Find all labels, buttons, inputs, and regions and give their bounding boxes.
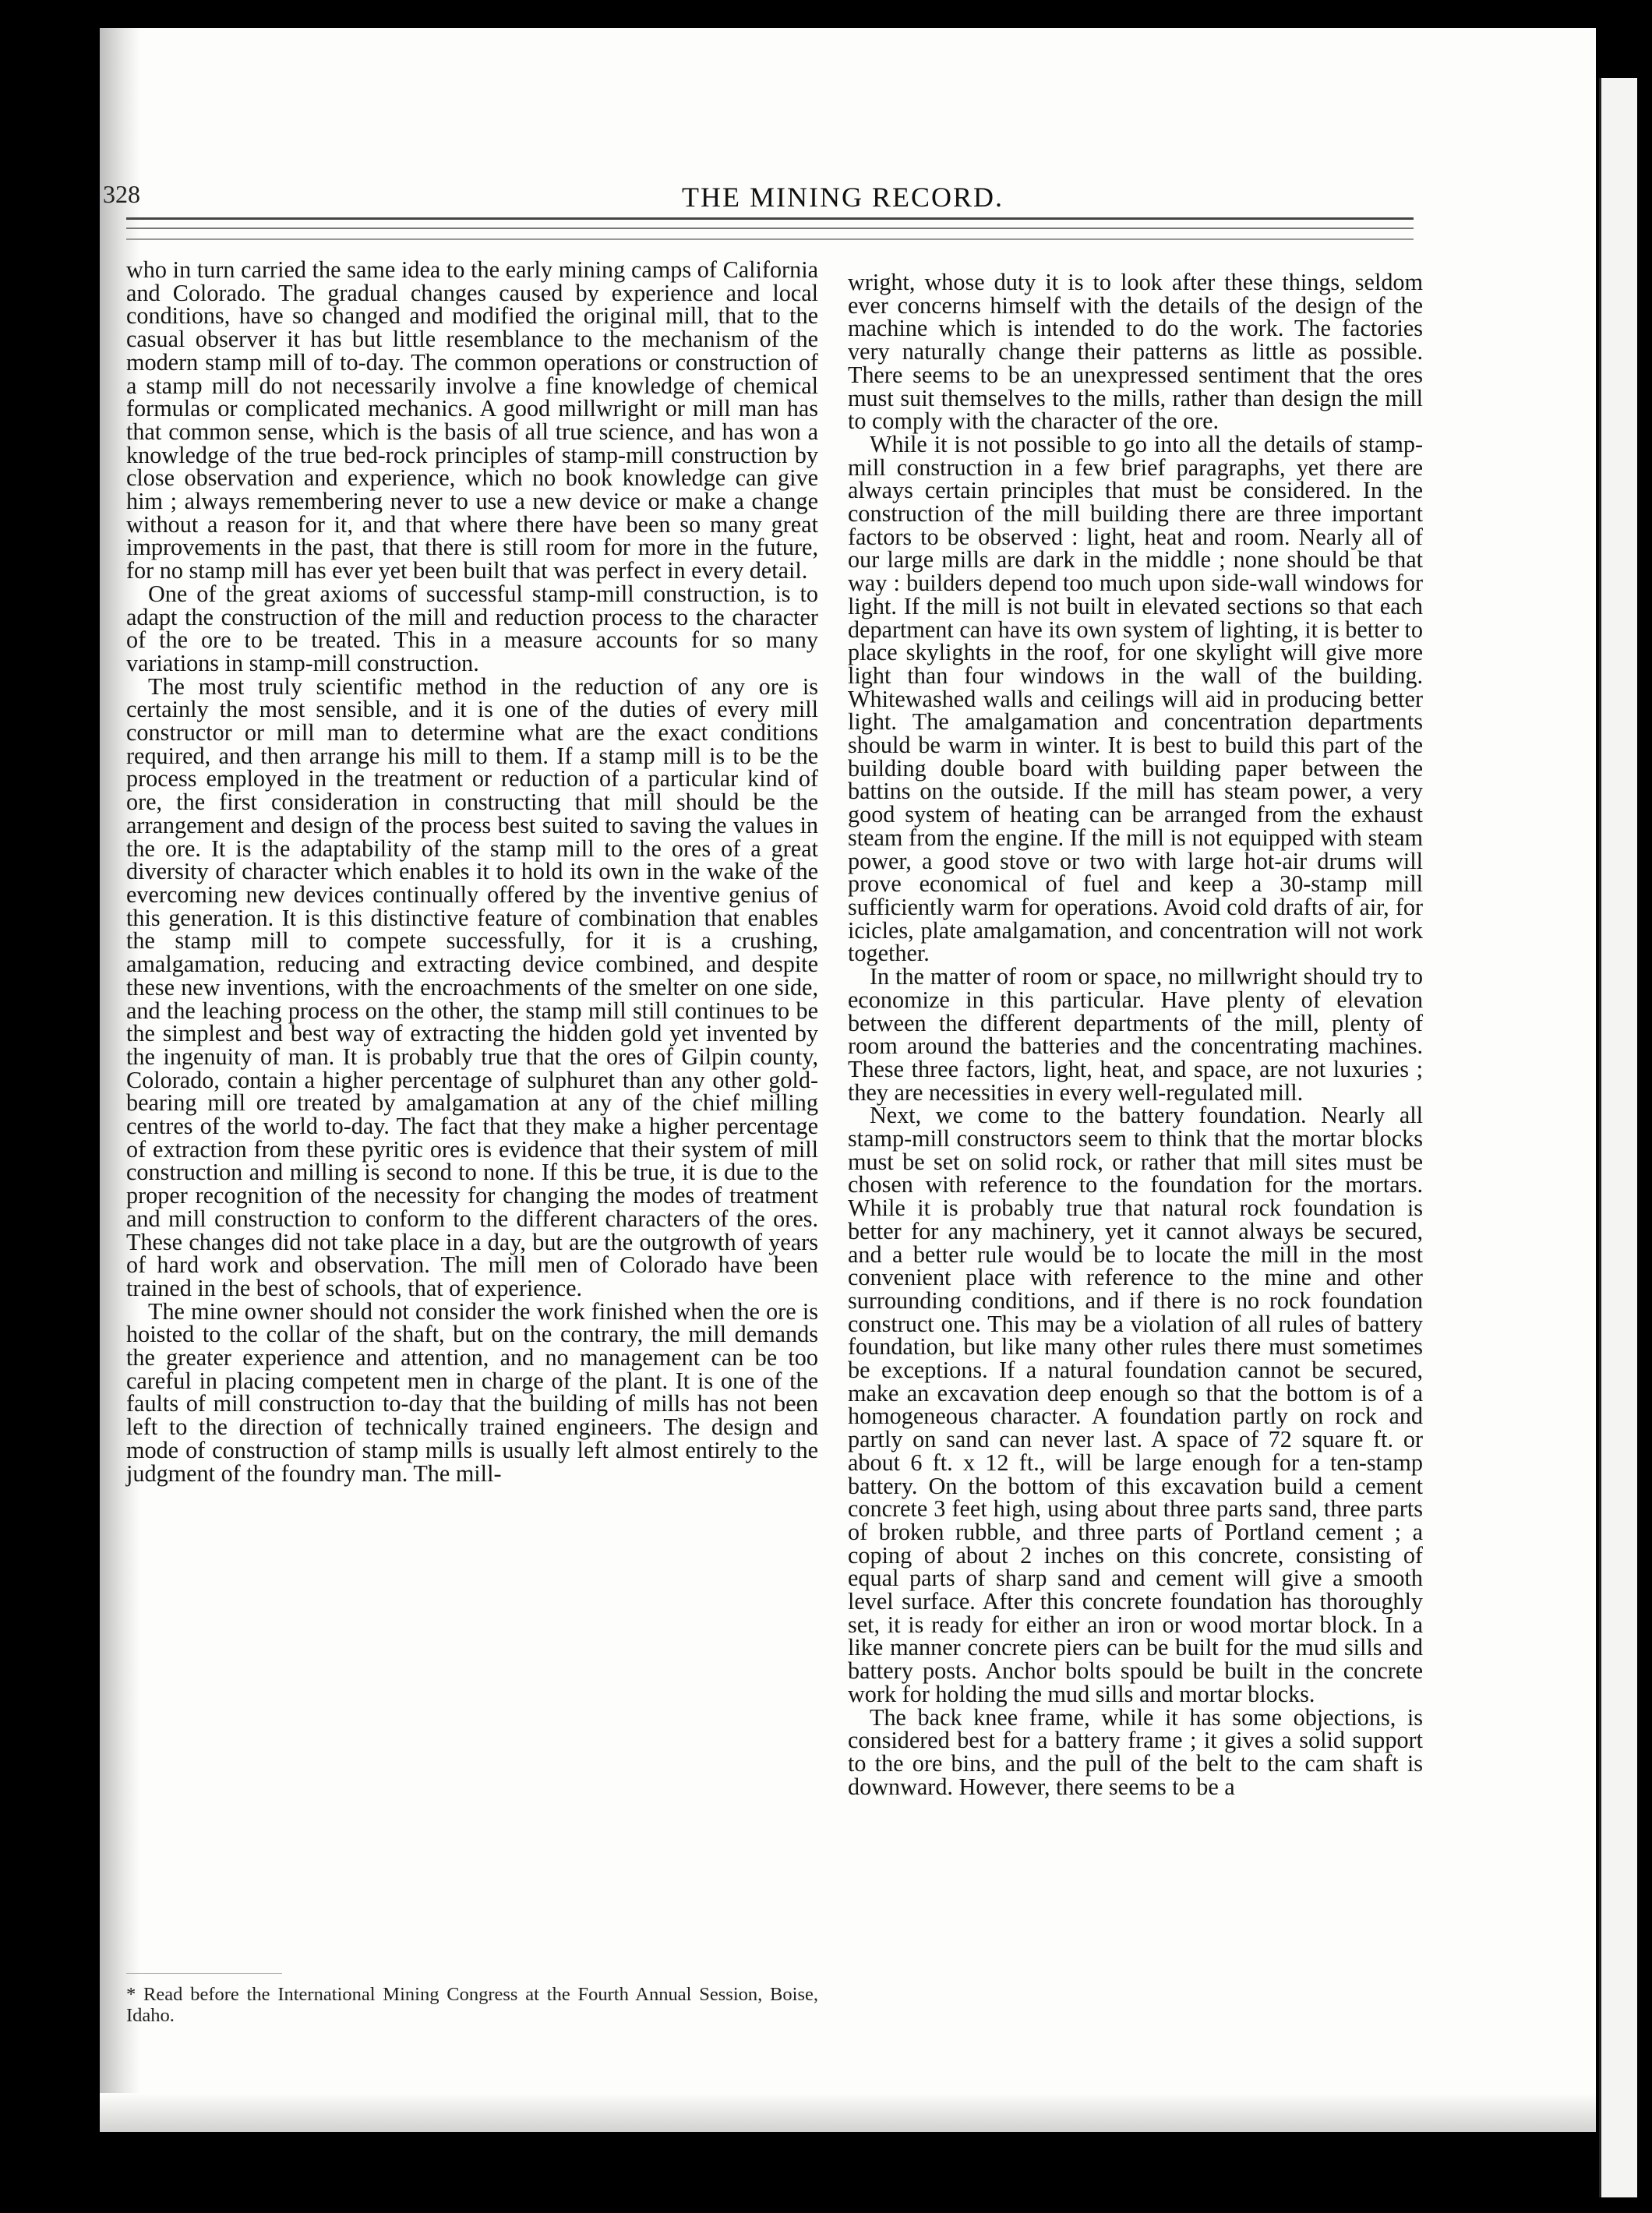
paragraph: The mine owner should not consider the work finished when the ore is hoisted to the collar of the shaft, but on the contrary, the mill demands the greater experience and attention, and no management can be too careful in placing competent men in charge of the plant. It is one of the faults of mill construction to-day that the building of mills has not been left to the direction of technically trained engineers. The design and mode of construction of stamp mills is usually left almost entirely to the judgment of the foundry man. The mill- — [126, 1297, 818, 1487]
footnote: * Read before the International Mining Congress at the Fourth Annual Session, Boise, Idaho. — [126, 1984, 818, 2026]
paragraph: While it is not possible to go into all the details of stamp-mill construction in a few brief paragraphs, yet there are always certain principles that must be considered. In the construction of the mill building there are three important factors to be observed : light, heat and room. Nearly all of our large mills are dark in the middle ; none should be that way : builders depend too much upon side-wall windows for light. If the mill is not built in elevated sections so that each department can have its own system of lighting, it is better to place skylights in the roof, for one skylight will give more light than four windows in the wall of the building. Whitewashed walls and ceilings will aid in producing better light. The amalgamation and concentration departments should be warm in winter. It is best to build this part of the building double board with building paper between the battins on the outside. If the mill has steam power, a very good system of heating can be arranged from the exhaust steam from the engine. If the mill is not equipped with steam power, a good stove or two with large hot-air drums will prove economical of fuel and keep a 30-stamp mill sufficiently warm for operations. Avoid cold drafts of air, for icicles, plate amalgamation, and concentration will not work together. — [848, 430, 1423, 967]
header-rule — [126, 238, 1414, 240]
paragraph: The back knee frame, while it has some objections, is considered best for a battery frame ; it gives a solid support to the ore bins, and the pull of the belt to the cam shaft is downward. However, there seems to be a — [848, 1703, 1423, 1800]
paragraph: wright, whose duty it is to look after these things, seldom ever concerns himself with the details of the design of the machine which is intended to do the work. The factories very naturally change their patterns as little as possible. There seems to be an unexpressed sentiment that the ores must suit themselves to the mills, rather than design the mill to comply with the character of the ore. — [848, 269, 1423, 435]
footnote-rule — [126, 1973, 282, 1974]
right-column — [848, 271, 1423, 1798]
journal-title: THE MINING RECORD. — [682, 182, 1004, 213]
page-number: 328 — [103, 180, 140, 208]
paragraph: Next, we come to the battery foundation. Nearly all stamp-mill constructors seem to think that the mortar blocks must be set on solid rock, or rather that mill sites must be chosen with reference to the foundation for the mortars. While it is probably true that natural rock foundation is better for any machinery, yet it cannot always be secured, and a better rule would be to locate the mill in the most convenient place with reference to the mine and other surrounding conditions, and if there is no rock foundation construct one. This may be a violation of all rules of battery foundation, but like many other rules there must sometimes be exceptions. If a natural foundation cannot be secured, make an excavation deep enough so that the bottom is of a homogeneous character. A foundation partly on rock and partly on sand can never last. A space of 72 square ft. or about 6 ft. x 12 ft., will be large enough for a ten-stamp battery. On the bottom of this excavation build a cement concrete 3 feet high, using about three parts sand, three parts of broken rubble, and three parts of Portland cement ; a coping of about 2 inches on this concrete, consisting of equal parts of sharp sand and cement will give a smooth level surface. After this concrete foundation has thoroughly set, it is ready for either an iron or wood mortar block. In a like manner concrete piers can be built for the mud sills and battery posts. Anchor bolts spould be built in the concrete work for holding the mud sills and mortar blocks. — [848, 1102, 1423, 1707]
header-rule — [126, 228, 1414, 229]
paragraph: One of the great axioms of successful stamp-mill construction, is to adapt the construction of the mill and reduction process to the character of the ore to be treated. This in a measure accounts for so many variations in stamp-mill construction. — [126, 580, 818, 676]
left-column — [126, 256, 818, 1487]
paragraph: who in turn carried the same idea to the early mining camps of California and Colorado. The gradual changes caused by experience and local conditions, have so changed and modified the original mill, that to the casual observer it has but little resemblance to the mechanism of the modern stamp mill of to-day. The common operations or construction of a stamp mill do not necessarily involve a fine knowledge of chemical formulas or complicated mechanics. A good millwright or mill man has that common sense, which is the basis of all true science, and has won a knowledge of the true bed-rock principles of stamp-mill construction by close observation and experience, which no book knowledge can give him ; always remembering never to use a new device or make a change without a reason for it, and that where there have been so many great improvements in the past, that there is still room for more in the future, for no stamp mill has ever yet been built that was perfect in every detail. — [126, 256, 818, 584]
header-rule — [126, 217, 1414, 220]
facing-page-edge — [1599, 78, 1637, 2197]
page-bottom-shadow — [100, 2093, 1596, 2132]
paragraph: The most truly scientific method in the reduction of any ore is certainly the most sensible, and it is one of the duties of every mill constructor or mill man to determine what are the exact conditions required, and then arrange his mill to them. If a stamp mill is to be the process employed in the treatment or reduction of a particular kind of ore, the first consideration in constructing that mill should be the arrangement and design of the process best suited to saving the values in the ore. It is the adaptability of the stamp mill to the ores of a great diversity of character which enables it to hold its own in the wake of the evercoming new devices continually offered by the inventive genius of this generation. It is this distinctive feature of combination that enables the stamp mill to compete successfully, for it is a crushing, amalgamation, reducing and extracting device combined, and despite these new inventions, with the encroachments of the smelter on one side, and the leaching process on the other, the stamp mill still continues to be the simplest and best way of extracting the hidden gold yet invented by the ingenuity of man. It is probably true that the ores of Gilpin county, Colorado, contain a higher percentage of sulphuret than any other gold-bearing mill ore treated by amalgamation at any of the chief milling centres of the world to-day. The fact that they make a higher percentage of extraction from these pyritic ores is evidence that their system of mill construction and milling is second to none. If this be true, it is due to the proper recognition of the necessity for changing the modes of treatment and mill construction to conform to the different characters of the ores. These changes did not take place in a day, but are the outgrowth of years of hard work and observation. The mill men of Colorado have been trained in the best of schools, that of experience. — [126, 672, 818, 1301]
paragraph: In the matter of room or space, no millwright should try to economize in this particular. Have plenty of elevation between the different departments of the mill, plenty of room around the batteries and the concentrating machines. These three factors, light, heat, and space, are not luxuries ; they are necessities in every well-regulated mill. — [848, 963, 1423, 1106]
